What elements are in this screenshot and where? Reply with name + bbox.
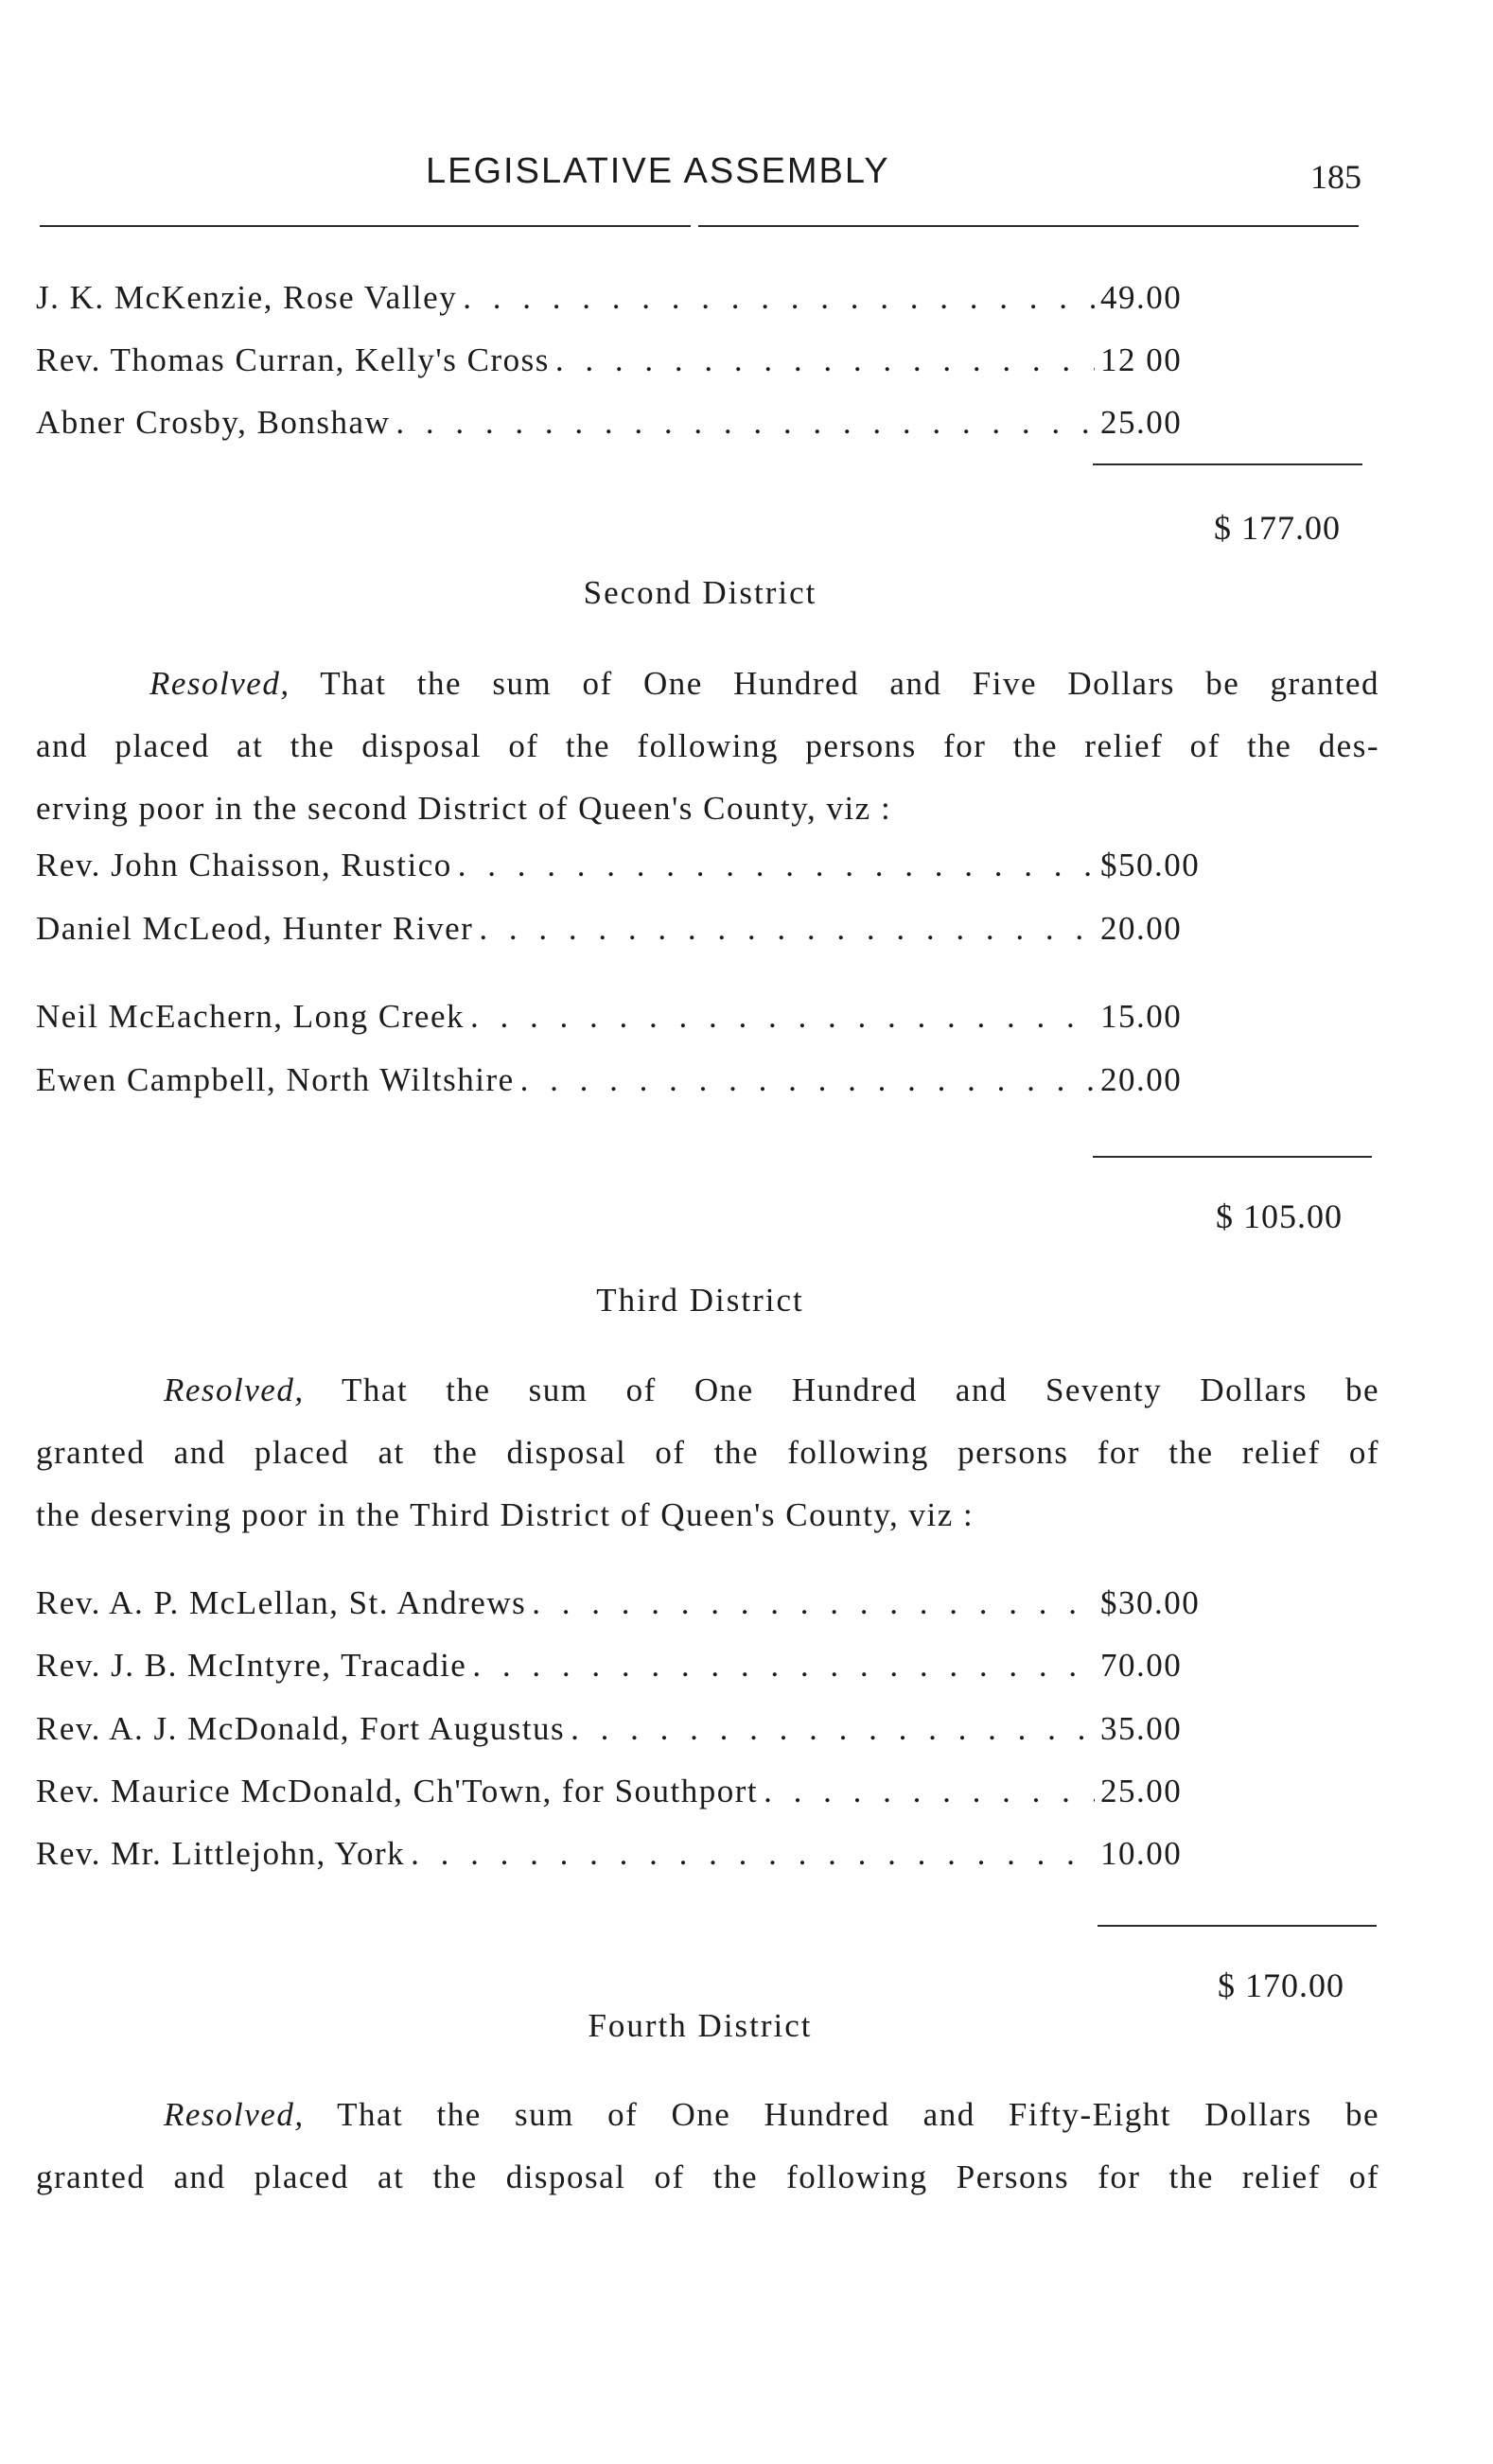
- list-item: [36, 910, 1223, 948]
- entry-name: Rev. Thomas Curran, Kelly's Cross: [36, 341, 550, 378]
- entry-amount: 20.00: [1100, 910, 1183, 947]
- dot-leader: [472, 1647, 1095, 1685]
- list-item: [36, 1710, 1223, 1748]
- paragraph-line: That the sum of One Hundred and Fifty-Eight Dollars be: [337, 2096, 1379, 2133]
- entry-name: J. K. McKenzie, Rose Valley: [36, 279, 458, 316]
- list-item: [36, 1647, 1223, 1685]
- header-rule-left: [40, 225, 691, 227]
- dot-leader: [764, 1773, 1095, 1810]
- paragraph-line: and placed at the disposal of the following persons for the relief of the des-: [36, 727, 1379, 764]
- page-number: 185: [1310, 158, 1361, 196]
- resolved-label: Resolved,: [164, 1372, 305, 1408]
- entry-amount: 70.00: [1100, 1647, 1183, 1684]
- entry-amount: 15.00: [1100, 998, 1183, 1035]
- list-item: [36, 1773, 1223, 1810]
- dot-leader: [520, 1061, 1095, 1099]
- resolved-label: Resolved,: [149, 665, 290, 702]
- list-item: [36, 341, 1223, 379]
- paragraph-line: granted and placed at the disposal of the following persons for the relief of: [36, 1434, 1379, 1471]
- dot-leader: [463, 279, 1095, 317]
- entry-name: Rev. Mr. Littlejohn, York: [36, 1835, 406, 1872]
- resolved-label: Resolved,: [164, 2096, 305, 2133]
- district-total: $ 177.00: [1214, 509, 1341, 547]
- district-heading: Third District: [596, 1282, 804, 1319]
- paragraph-line: the deserving poor in the Third District of Queen's County, viz :: [36, 1496, 975, 1533]
- entry-amount: 35.00: [1100, 1710, 1183, 1747]
- entry-amount: 12 00: [1100, 341, 1183, 378]
- district-total: $ 105.00: [1216, 1197, 1343, 1235]
- entry-amount: 25.00: [1100, 1773, 1183, 1809]
- list-item: [36, 1061, 1223, 1099]
- entry-name: Rev. A. P. McLellan, St. Andrews: [36, 1584, 527, 1621]
- district-heading: Second District: [583, 574, 817, 611]
- entry-name: Rev. Maurice McDonald, Ch'Town, for Southport: [36, 1773, 759, 1809]
- district-heading: Fourth District: [588, 2007, 813, 2044]
- entry-name: Rev. John Chaisson, Rustico: [36, 847, 452, 883]
- paragraph-line: That the sum of One Hundred and Seventy Dollars be: [342, 1372, 1379, 1408]
- sum-rule: [1093, 1156, 1372, 1158]
- entry-amount: 10.00: [1100, 1835, 1183, 1872]
- resolution-paragraph: [36, 1359, 1379, 1547]
- entry-amount: 25.00: [1100, 404, 1183, 441]
- paragraph-line: erving poor in the second District of Queen's County, viz :: [36, 790, 892, 827]
- sum-rule: [1093, 463, 1362, 465]
- dot-leader: [458, 847, 1095, 884]
- list-item: [36, 279, 1223, 317]
- entry-amount: 20.00: [1100, 1061, 1183, 1098]
- entry-amount: $30.00: [1100, 1584, 1201, 1621]
- list-item: [36, 1584, 1223, 1622]
- entry-name: Ewen Campbell, North Wiltshire: [36, 1061, 515, 1098]
- page-header-title: LEGISLATIVE ASSEMBLY: [426, 151, 890, 191]
- dot-leader: [571, 1710, 1095, 1748]
- dot-leader: [555, 341, 1095, 379]
- entry-name: Abner Crosby, Bonshaw: [36, 404, 391, 441]
- list-item: [36, 404, 1223, 442]
- entry-name: Rev. A. J. McDonald, Fort Augustus: [36, 1710, 566, 1747]
- entry-amount: 49.00: [1100, 279, 1183, 316]
- entry-amount: $50.00: [1100, 847, 1201, 883]
- district-total: $ 170.00: [1218, 1966, 1344, 2004]
- dot-leader: [470, 998, 1095, 1036]
- entry-name: Daniel McLeod, Hunter River: [36, 910, 474, 947]
- paragraph-line: That the sum of One Hundred and Five Dollars be granted: [320, 665, 1379, 702]
- resolution-paragraph: [36, 2084, 1379, 2209]
- list-item: [36, 847, 1223, 884]
- entry-name: Neil McEachern, Long Creek: [36, 998, 465, 1035]
- resolution-paragraph: [36, 653, 1379, 840]
- header-rule-right: [698, 225, 1359, 227]
- dot-leader: [532, 1584, 1095, 1622]
- dot-leader: [395, 404, 1095, 442]
- list-item: [36, 998, 1223, 1036]
- dot-leader: [479, 910, 1095, 948]
- entry-name: Rev. J. B. McIntyre, Tracadie: [36, 1647, 467, 1684]
- sum-rule: [1098, 1925, 1377, 1927]
- paragraph-line: granted and placed at the disposal of the following Persons for the relief of: [36, 2158, 1379, 2195]
- list-item: [36, 1835, 1223, 1873]
- dot-leader: [411, 1835, 1095, 1873]
